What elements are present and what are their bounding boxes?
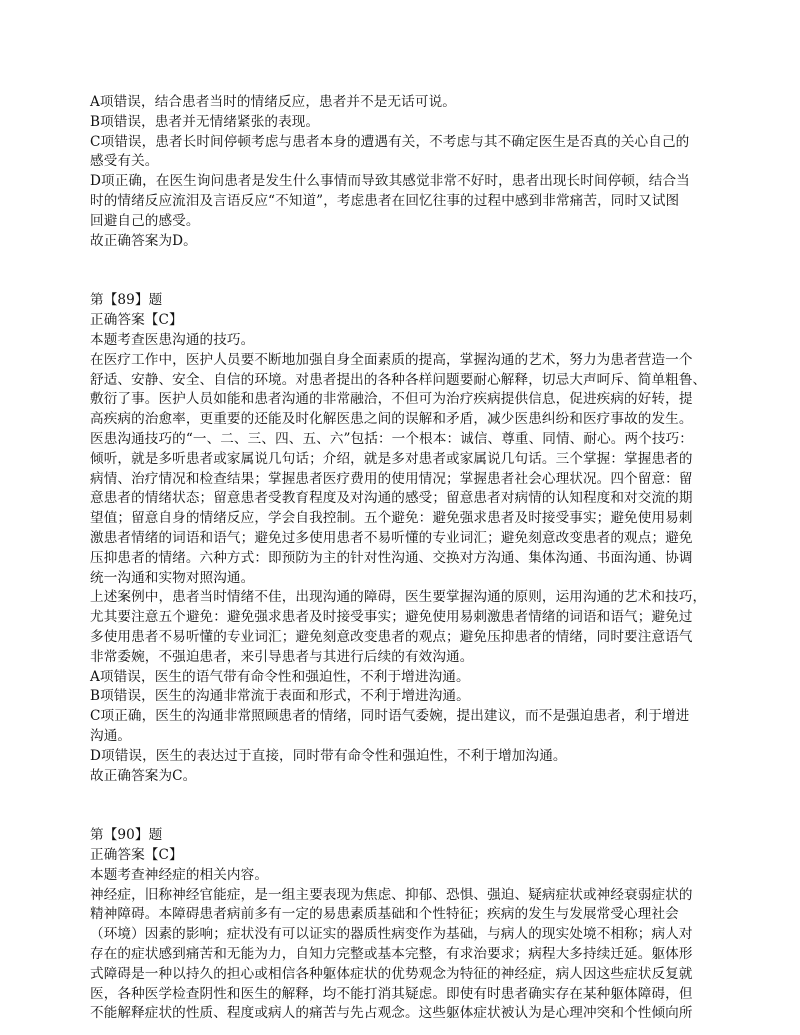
document-page [90, 93, 712, 1024]
text-line: 时的情绪反应流泪及言语反应“不知道”，考虑患者在回忆往事的过程中感到非常痛苦，同时又试图 [90, 192, 680, 209]
text-line: 压抑患者的情绪。六种方式：即预防为主的针对性沟通、交换对方沟通、集体沟通、书面沟通、协调 [90, 549, 693, 566]
text-line: 倾听，就是多听患者或家属说几句话；介绍，就是多对患者或家属说几句话。三个掌握：掌握患者的 [90, 450, 693, 467]
text-line: B项错误，医生的沟通非常流于表面和形式，不利于增进沟通。 [90, 688, 470, 705]
correct-answer: 正确答案【C】 [90, 847, 183, 864]
text-line: 望值；留意自身的情绪反应，学会自我控制。五个避免：避免强求患者及时接受事实；避免使用易刺 [90, 510, 693, 527]
text-line: 医患沟通技巧的“一、二、三、四、五、六”包括：一个根本：诚信、尊重、同情、耐心。两个技巧： [90, 430, 693, 447]
text-line: 本题考查神经症的相关内容。 [90, 866, 269, 883]
section-spacer [90, 251, 712, 291]
text-line: 不能解释症状的性质、程度或病人的痛苦与先占观念。这些躯体症状被认为是心理冲突和个性倾向所 [90, 1005, 693, 1022]
text-line: 统一沟通和实物对照沟通。 [90, 569, 255, 586]
text-line: 在医疗工作中，医护人员要不断地加强自身全面素质的提高，掌握沟通的艺术，努力为患者营造一个 [90, 351, 693, 368]
text-line: 神经症，旧称神经官能症，是一组主要表现为焦虑、抑郁、恐惧、强迫、疑病症状或神经衰弱症状的 [90, 886, 693, 903]
section-88-tail [90, 93, 712, 251]
text-line: 舒适、安静、安全、自信的环境。对患者提出的各种各样问题要耐心解释，切忌大声呵斥、简单粗鲁、 [90, 371, 707, 388]
text-line: 感受有关。 [90, 153, 159, 170]
text-line: 故正确答案为C。 [90, 767, 197, 784]
text-line: D项正确，在医生询问患者是发生什么事情而导致其感觉非常不好时，患者出现长时间停顿，结合当 [90, 173, 690, 190]
text-line: C项错误，患者长时间停顿考虑与患者本身的遭遇有关，不考虑与其不确定医生是否真的关心自己的 [90, 133, 690, 150]
text-line: 医，各种医学检查阴性和医生的解释，均不能打消其疑虑。即使有时患者确实存在某种躯体障碍，但 [90, 985, 693, 1002]
text-line: D项错误，医生的表达过于直接，同时带有命令性和强迫性，不利于增加沟通。 [90, 747, 567, 764]
section-90 [90, 826, 712, 1024]
question-heading: 第【90】题 [90, 827, 163, 844]
text-line: 式障碍是一种以持久的担心或相信各种躯体症状的优势观念为特征的神经症，病人因这些症状反复就 [90, 965, 693, 982]
text-line: 多使用患者不易听懂的专业词汇；避免刻意改变患者的观点；避免压抑患者的情绪，同时要注意语气 [90, 628, 693, 645]
text-line: 本题考查医患沟通的技巧。 [90, 331, 255, 348]
text-line: 高疾病的治愈率，更重要的还能及时化解医患之间的误解和矛盾，减少医患纠纷和医疗事故的发生。 [90, 411, 693, 428]
section-89 [90, 291, 712, 786]
section-spacer [90, 786, 712, 826]
text-line: （环境）因素的影响；症状没有可以证实的器质性病变作为基础，与病人的现实处境不相称；病人对 [90, 926, 693, 943]
text-line: C项正确，医生的沟通非常照顾患者的情绪，同时语气委婉，提出建议，而不是强迫患者，利于增进 [90, 708, 690, 725]
text-line: 故正确答案为D。 [90, 232, 197, 249]
text-line: 精神障碍。本障碍患者病前多有一定的易患素质基础和个性特征；疾病的发生与发展常受心理社会 [90, 906, 679, 923]
text-line: 激患者情绪的词语和语气；避免过多使用患者不易听懂的专业词汇；避免刻意改变患者的观点；避免 [90, 529, 693, 546]
text-line: 病情、治疗情况和检查结果；掌握患者医疗费用的使用情况；掌握患者社会心理状况。四个留意：留 [90, 470, 693, 487]
text-line: B项错误，患者并无情绪紧张的表现。 [90, 113, 320, 130]
text-line: 非常委婉，不强迫患者，来引导患者与其进行后续的有效沟通。 [90, 648, 474, 665]
text-line: A项错误，医生的语气带有命令性和强迫性，不利于增进沟通。 [90, 668, 470, 685]
text-line: 敷衍了事。医护人员如能和患者沟通的非常融洽，不但可为治疗疾病提供信息，促进疾病的好转，提 [90, 391, 693, 408]
correct-answer: 正确答案【C】 [90, 312, 183, 329]
text-line: 沟通。 [90, 727, 132, 744]
text-line: 上述案例中，患者当时情绪不佳，出现沟通的障碍，医生要掌握沟通的原则，运用沟通的艺术和技巧， [90, 589, 707, 606]
text-line: 存在的症状感到痛苦和无能为力，自知力完整或基本完整，有求治要求；病程大多持续迁延。躯体形 [90, 946, 693, 963]
text-line: A项错误，结合患者当时的情绪反应，患者并不是无话可说。 [90, 94, 456, 110]
text-line: 回避自己的感受。 [90, 212, 200, 229]
text-line: 意患者的情绪状态；留意患者受教育程度及对沟通的感受；留意患者对病情的认知程度和对交流的期 [90, 490, 693, 507]
question-heading: 第【89】题 [90, 292, 163, 309]
text-line: 尤其要注意五个避免：避免强求患者及时接受事实；避免使用易刺激患者情绪的词语和语气；避免过 [90, 609, 693, 626]
